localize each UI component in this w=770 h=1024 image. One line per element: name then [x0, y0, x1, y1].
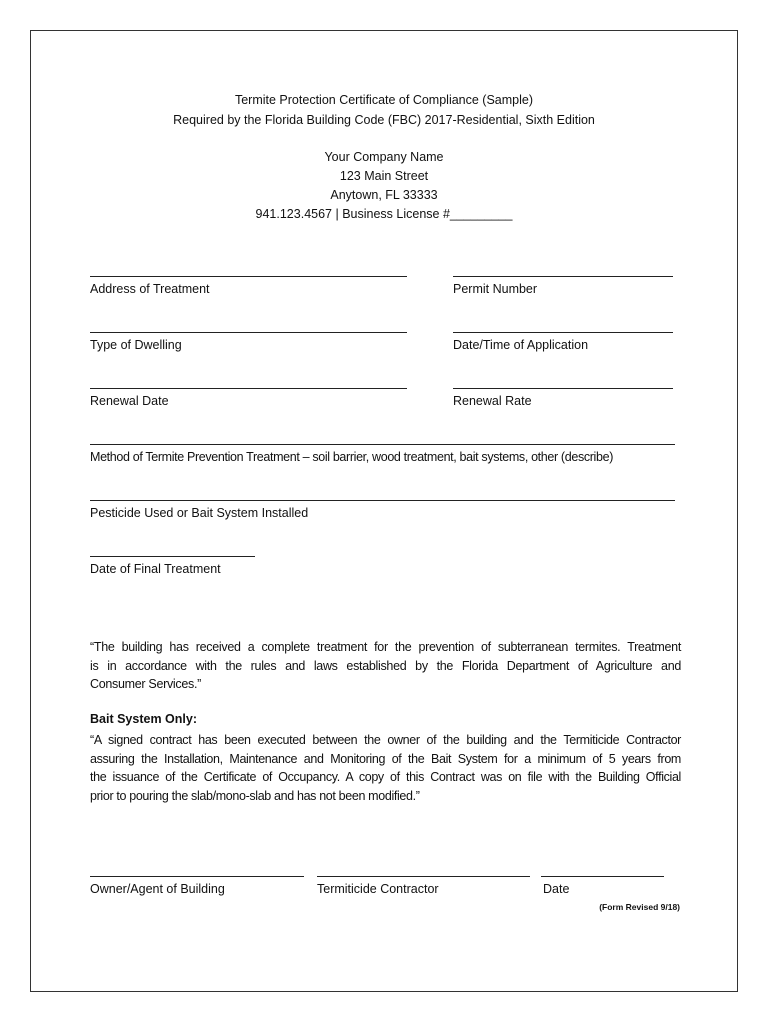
document-subtitle: Required by the Florida Building Code (FBC) 2017-Residential, Sixth Edition — [173, 113, 595, 127]
compliance-statement — [90, 638, 681, 694]
pesticide-used-label: Pesticide Used or Bait System Installed — [90, 506, 309, 520]
statement-line: Consumer Services.” — [90, 677, 201, 691]
signature-date-label: Date — [543, 882, 570, 896]
renewal-date-field[interactable] — [90, 388, 407, 389]
renewal-date-label: Renewal Date — [90, 394, 169, 408]
renewal-rate-label: Renewal Rate — [453, 394, 532, 408]
type-of-dwelling-field[interactable] — [90, 332, 407, 333]
final-treatment-date-field[interactable] — [90, 556, 255, 557]
form-revision: (Form Revised 9/18) — [599, 902, 680, 912]
contractor-signature-field[interactable] — [317, 876, 530, 877]
company-street: 123 Main Street — [339, 169, 429, 183]
document-title: Termite Protection Certificate of Compliance (Sample) — [234, 93, 534, 107]
statement-line: “The building has received a complete treatment for the prevention of subterranean termites. Treatment — [90, 640, 681, 654]
owner-agent-label: Owner/Agent of Building — [90, 882, 225, 896]
company-contact: 941.123.4567 | Business License #_________ — [255, 207, 513, 221]
treatment-method-field[interactable] — [90, 444, 675, 445]
type-of-dwelling-label: Type of Dwelling — [90, 338, 182, 352]
date-time-of-application-label: Date/Time of Application — [453, 338, 589, 352]
date-time-of-application-field[interactable] — [453, 332, 673, 333]
company-city: Anytown, FL 33333 — [330, 188, 438, 202]
termiticide-contractor-label: Termiticide Contractor — [317, 882, 439, 896]
final-treatment-date-label: Date of Final Treatment — [90, 562, 221, 576]
permit-number-field[interactable] — [453, 276, 673, 277]
owner-signature-field[interactable] — [90, 876, 304, 877]
bait-statement-line: the issuance of the Certificate of Occupancy. A copy of this Contract was on file with the Building Official — [90, 770, 681, 784]
bait-statement-line: prior to pouring the slab/mono-slab and has not been modified.” — [90, 788, 420, 803]
address-of-treatment-label: Address of Treatment — [90, 282, 210, 296]
bait-system-heading: Bait System Only: — [90, 712, 197, 726]
bait-statement-line: assuring the Installation, Maintenance and Monitoring of the Bait System for a minimum of 5 years from — [90, 751, 681, 766]
statement-line: is in accordance with the rules and laws established by the Florida Department of Agriculture and — [90, 658, 681, 673]
signature-date-field[interactable] — [541, 876, 664, 877]
bait-system-statement — [90, 731, 681, 805]
permit-number-label: Permit Number — [453, 282, 538, 296]
pesticide-used-field[interactable] — [90, 500, 675, 501]
bait-statement-line: “A signed contract has been executed between the owner of the building and the Termiticide Contractor — [90, 733, 681, 747]
renewal-rate-field[interactable] — [453, 388, 673, 389]
company-name: Your Company Name — [324, 150, 444, 164]
address-of-treatment-field[interactable] — [90, 276, 407, 277]
treatment-method-label: Method of Termite Prevention Treatment – soil barrier, wood treatment, bait systems, other (describe) — [90, 450, 614, 464]
